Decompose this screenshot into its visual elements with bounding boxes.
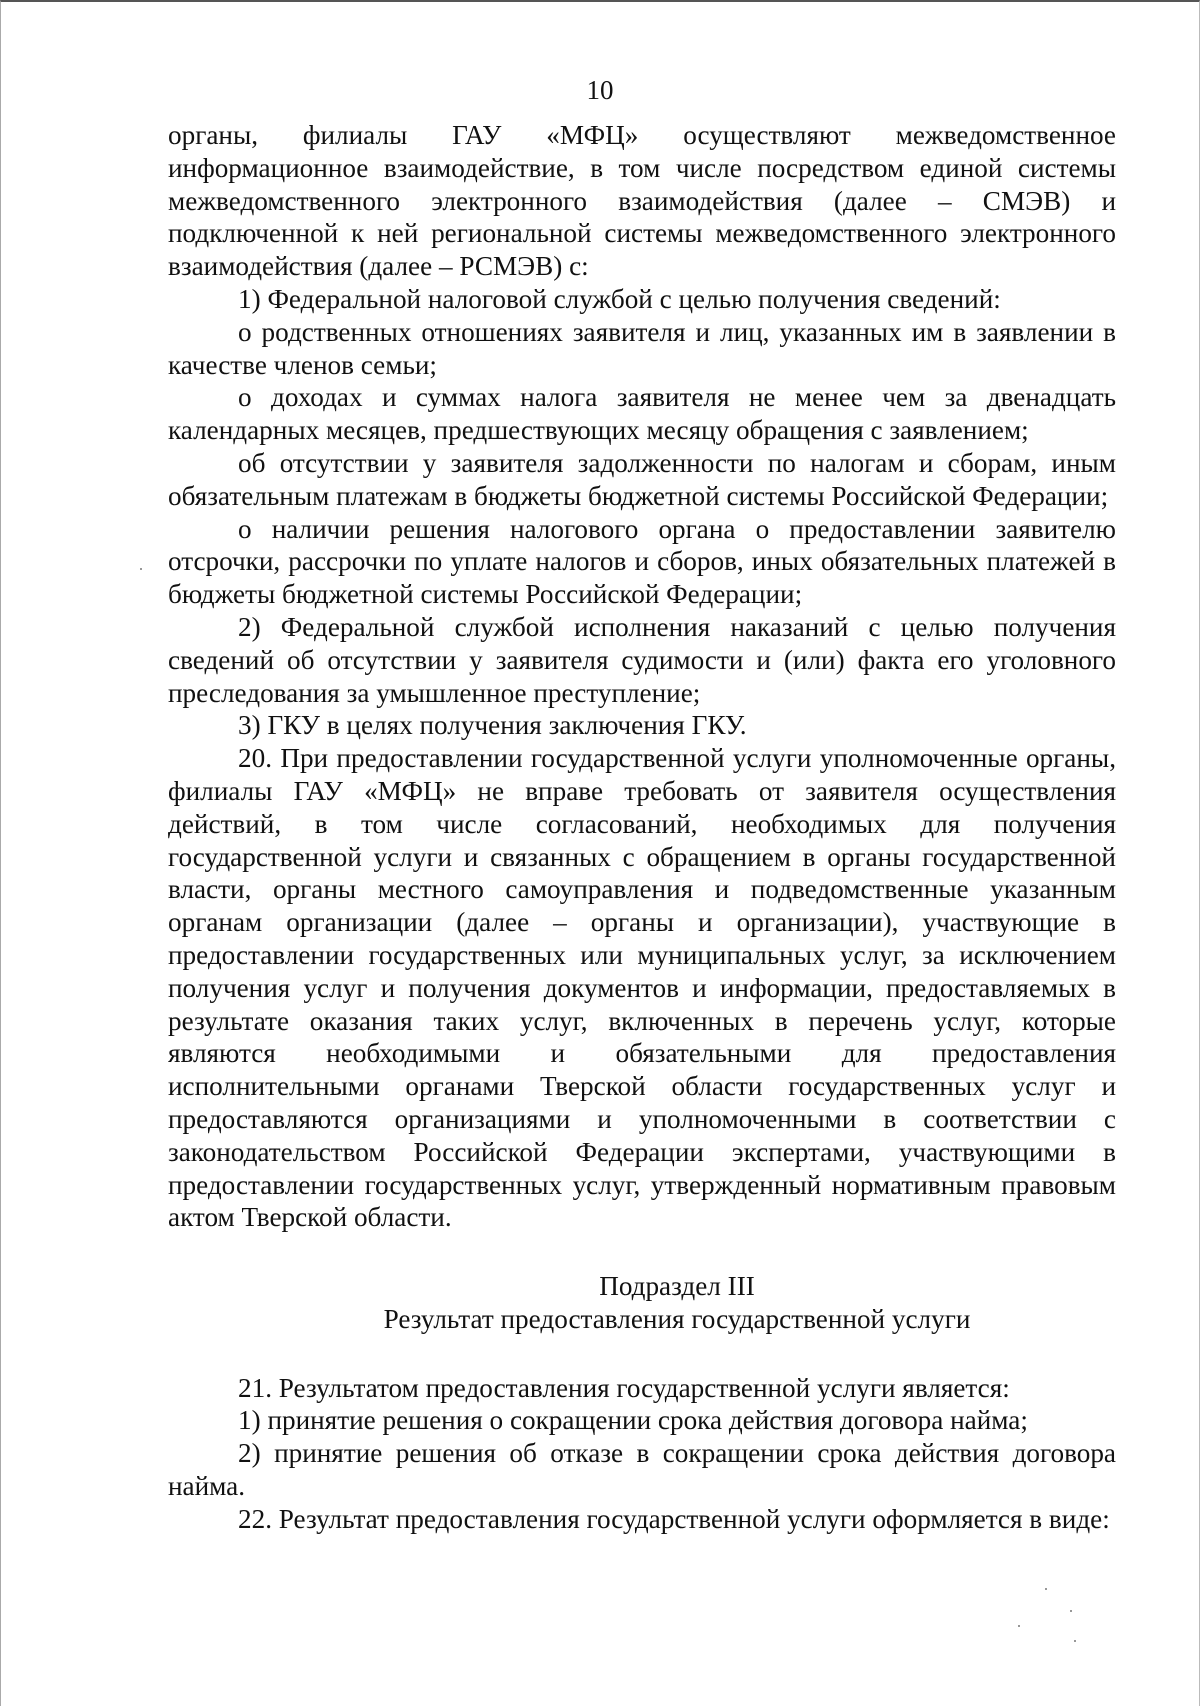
scan-speck	[1074, 1640, 1076, 1642]
paragraph: 1) Федеральной налоговой службой с целью получения сведений:	[238, 283, 1001, 314]
scan-speck	[1070, 1610, 1072, 1612]
bottom-paragraphs	[168, 1372, 1116, 1536]
paragraph: 21. Результатом предоставления государственной услуги является:	[238, 1372, 1010, 1403]
scan-speck	[1045, 1588, 1047, 1590]
subsection-heading	[168, 1270, 1116, 1336]
document-body	[168, 119, 1116, 1536]
scan-speck	[140, 568, 142, 570]
paragraph: об отсутствии у заявителя задолженности по налогам и сборам, иным обязательным платежам в бюджеты бюджетной системы Российской Федерации;	[168, 447, 1116, 511]
page-number: 10	[586, 75, 614, 105]
paragraph: 3) ГКУ в целях получения заключения ГКУ.	[238, 710, 747, 741]
paragraph: 1) принятие решения о сокращении срока действия договора найма;	[238, 1405, 1028, 1436]
paragraph: 22. Результат предоставления государственной услуги оформляется в виде:	[238, 1503, 1110, 1534]
paragraph: 2) принятие решения об отказе в сокращении срока действия договора найма.	[168, 1438, 1116, 1502]
paragraph: о доходах и суммах налога заявителя не менее чем за двенадцать календарных месяцев, предшествующих месяцу обращения с заявлением;	[168, 382, 1116, 446]
paragraph: 2) Федеральной службой исполнения наказаний с целью получения сведений об отсутствии у заявителя судимости и (или) факта его уголовного преследования за умышленное преступление;	[168, 611, 1116, 708]
top-paragraphs	[168, 119, 1116, 1234]
scan-speck	[1018, 1625, 1020, 1627]
paragraph: 20. При предоставлении государственной услуги уполномоченные органы, филиалы ГАУ «МФЦ» не вправе требовать от заявителя осуществления действий, в том числе согласований, необходимых для получения государственной услуги и связанных с обращением в органы государственной власти, органы местного самоуправления и подведомственные указанным органам организации (далее – органы и организации), участвующие в предоставлении государственных или муниципальных услуг, за исключением получения услуг и получения документов и информации, предоставляемых в результате оказания таких услуг, включенных в перечень услуг, которые являются необходимыми и обязательными для предоставления исполнительными органами Тверской области государственных услуг и предоставляются организациями и уполномоченными в соответствии с законодательством Российской Федерации экспертами, участвующими в предоставлении государственных услуг, утвержденный нормативным правовым актом Тверской области.	[168, 743, 1116, 1233]
paragraph: о родственных отношениях заявителя и лиц, указанных им в заявлении в качестве членов семьи;	[168, 316, 1116, 380]
paragraph: органы, филиалы ГАУ «МФЦ» осуществляют межведомственное информационное взаимодействие, в том числе посредством единой системы межведомственного электронного взаимодействия (далее – СМЭВ) и подключенной к ней региональной системы межведомственного электронного взаимодействия (далее – РСМЭВ) с:	[168, 120, 1116, 282]
subsection-label: Подраздел III	[599, 1271, 755, 1302]
paragraph: о наличии решения налогового органа о предоставлении заявителю отсрочки, рассрочки по уплате налогов и сборов, иных обязательных платежей в бюджеты бюджетной системы Российской Федерации;	[168, 513, 1116, 610]
subsection-title: Результат предоставления государственной услуги	[383, 1303, 971, 1334]
